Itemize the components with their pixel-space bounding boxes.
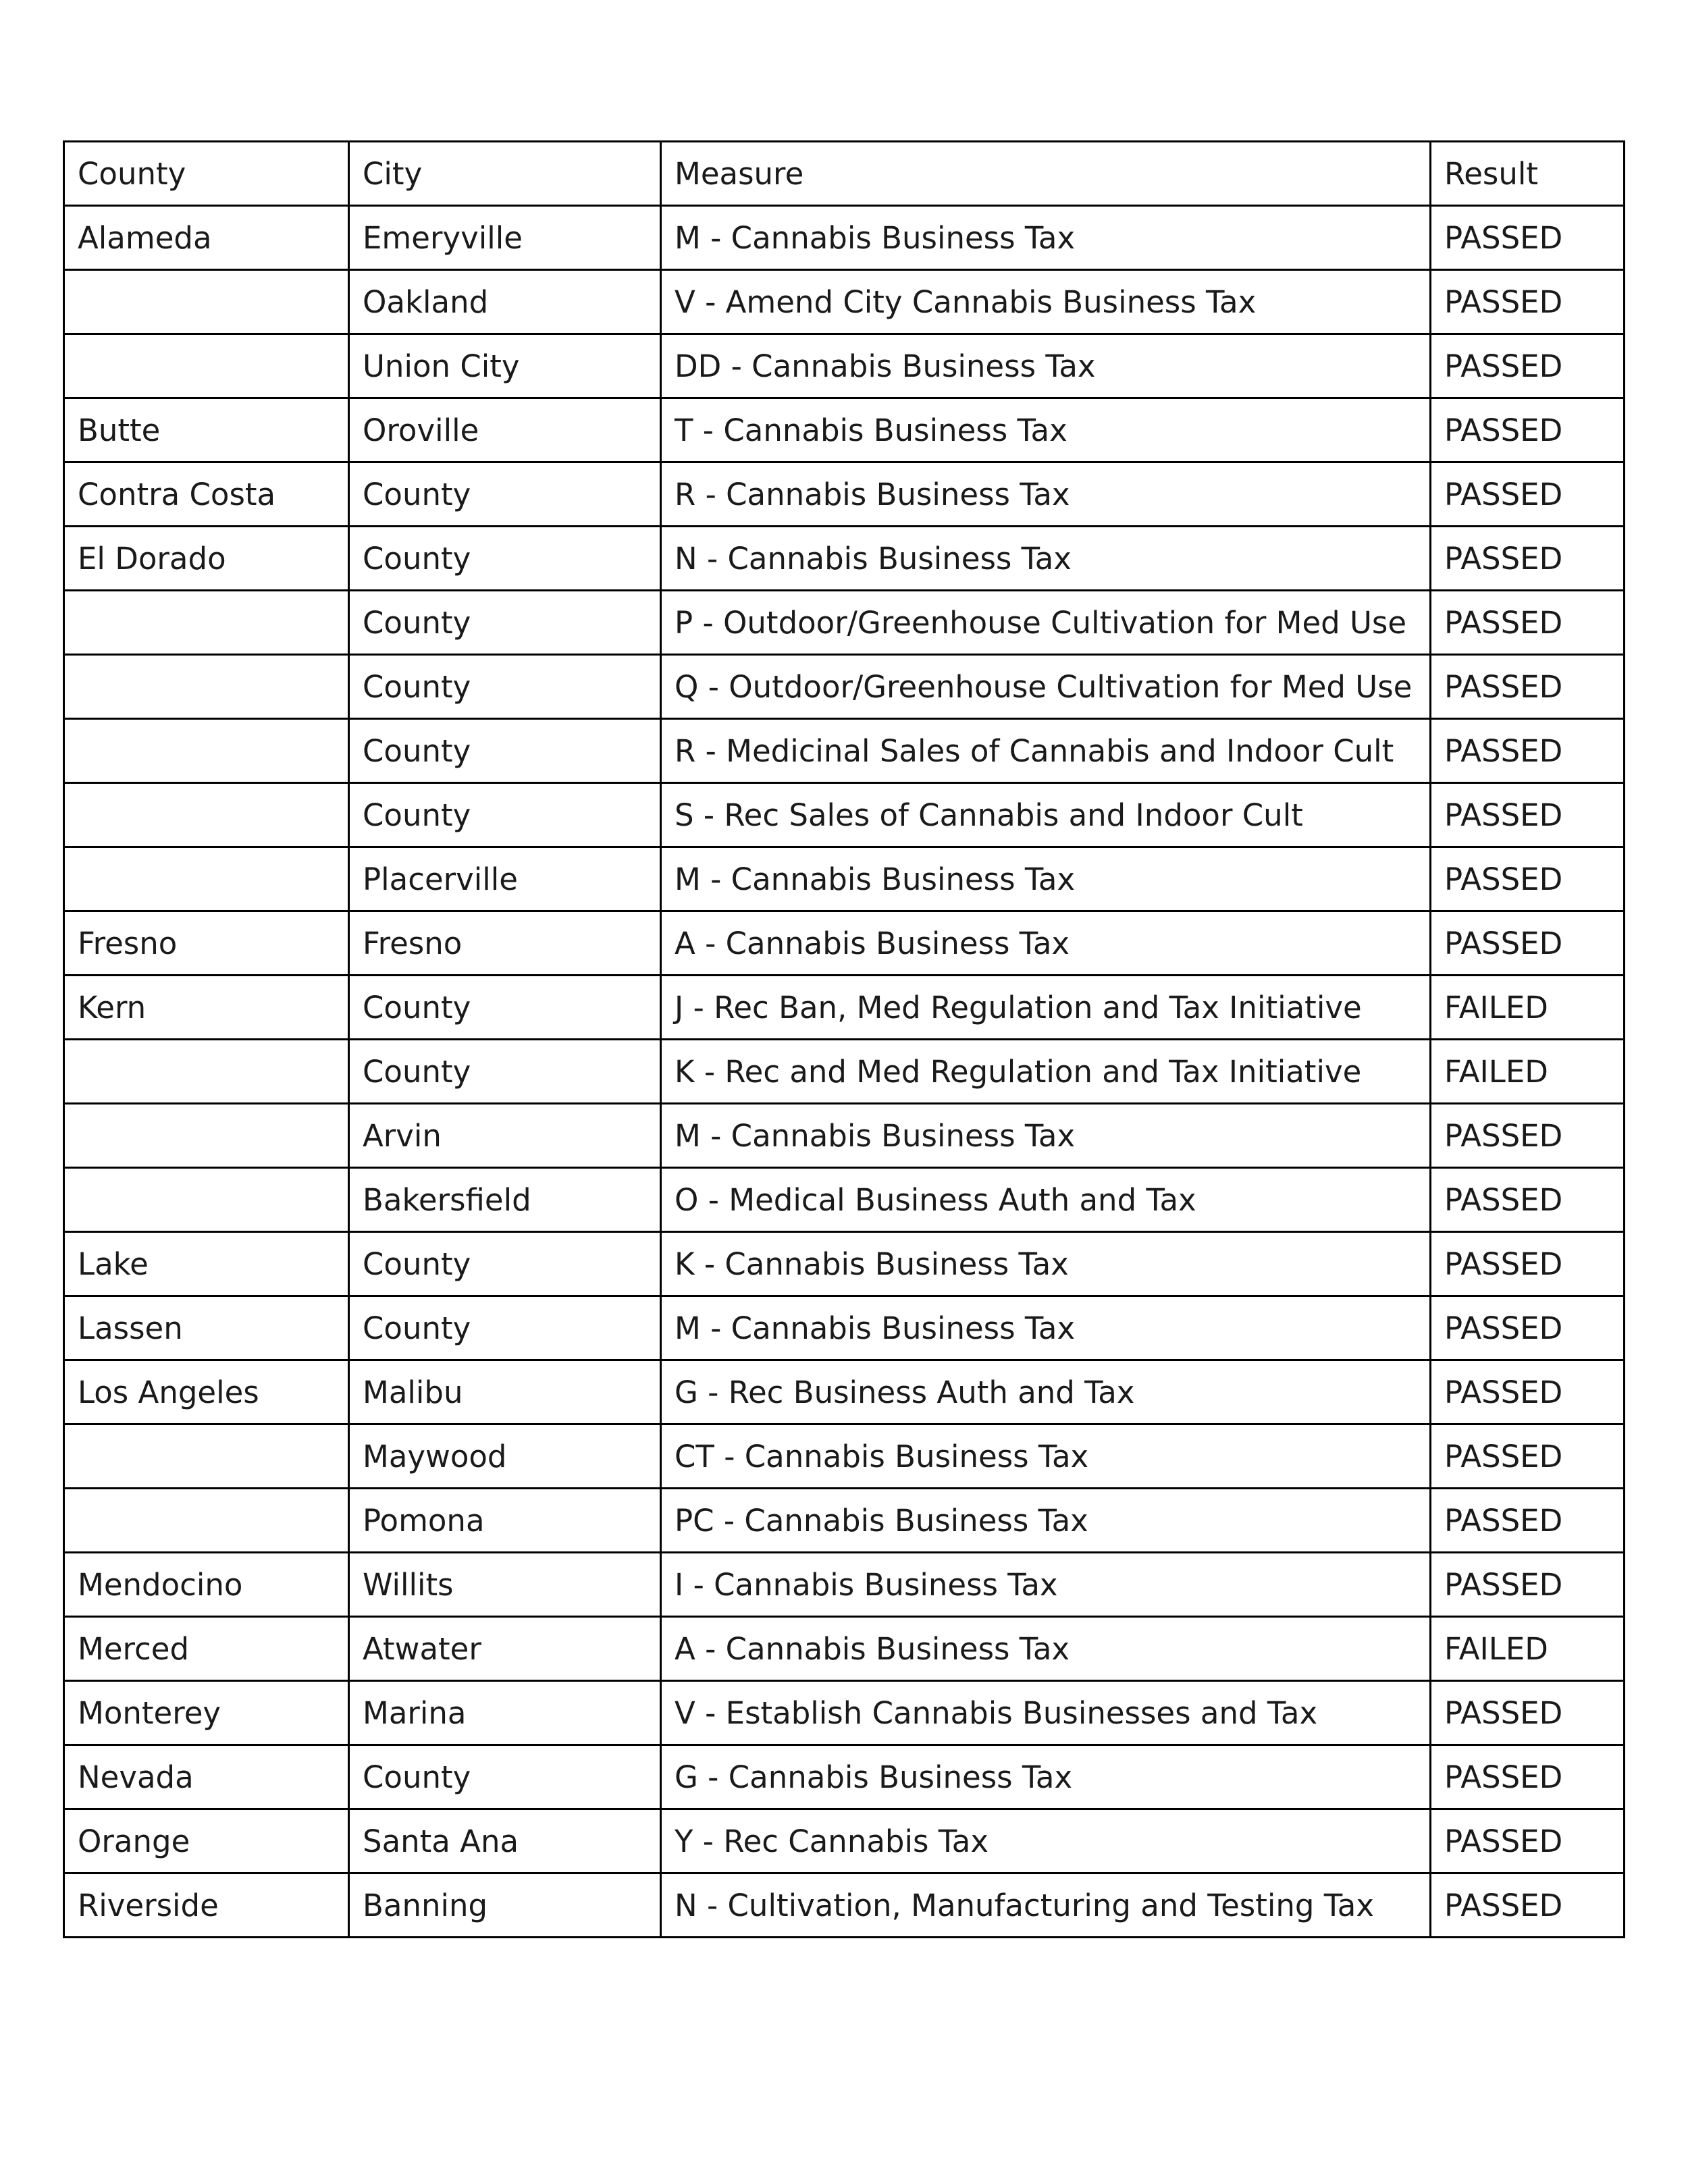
header-measure: Measure xyxy=(661,142,1431,206)
city-cell: County xyxy=(349,1232,661,1296)
county-cell xyxy=(64,1168,349,1232)
county-cell: Butte xyxy=(64,398,349,462)
measure-cell: A - Cannabis Business Tax xyxy=(661,911,1431,976)
measure-cell: V - Establish Cannabis Businesses and Tax xyxy=(661,1681,1431,1745)
result-cell: PASSED xyxy=(1431,911,1625,976)
result-cell: FAILED xyxy=(1431,976,1625,1040)
result-cell: PASSED xyxy=(1431,847,1625,911)
header-row xyxy=(64,142,1625,206)
table-row xyxy=(64,1553,1625,1617)
county-cell: Merced xyxy=(64,1617,349,1681)
result-cell: PASSED xyxy=(1431,1168,1625,1232)
city-cell: County xyxy=(349,1745,661,1809)
county-cell xyxy=(64,655,349,719)
county-cell xyxy=(64,270,349,334)
county-cell: El Dorado xyxy=(64,527,349,591)
measure-cell: N - Cultivation, Manufacturing and Testing Tax xyxy=(661,1873,1431,1938)
table-row xyxy=(64,1040,1625,1104)
city-cell: Emeryville xyxy=(349,206,661,270)
county-cell: Lassen xyxy=(64,1296,349,1360)
measure-cell: O - Medical Business Auth and Tax xyxy=(661,1168,1431,1232)
measure-cell: M - Cannabis Business Tax xyxy=(661,206,1431,270)
table-row xyxy=(64,527,1625,591)
table-row xyxy=(64,783,1625,847)
county-cell: Los Angeles xyxy=(64,1360,349,1424)
city-cell: Santa Ana xyxy=(349,1809,661,1873)
result-cell: PASSED xyxy=(1431,719,1625,783)
table-row xyxy=(64,655,1625,719)
county-cell: Kern xyxy=(64,976,349,1040)
result-cell: PASSED xyxy=(1431,527,1625,591)
county-cell: Riverside xyxy=(64,1873,349,1938)
table-row xyxy=(64,1809,1625,1873)
result-cell: PASSED xyxy=(1431,1809,1625,1873)
county-cell: Fresno xyxy=(64,911,349,976)
county-cell: Lake xyxy=(64,1232,349,1296)
result-cell: PASSED xyxy=(1431,1360,1625,1424)
measure-cell: M - Cannabis Business Tax xyxy=(661,1296,1431,1360)
table-row xyxy=(64,398,1625,462)
city-cell: County xyxy=(349,591,661,655)
result-cell: PASSED xyxy=(1431,334,1625,398)
result-cell: PASSED xyxy=(1431,1745,1625,1809)
city-cell: County xyxy=(349,1296,661,1360)
table-row xyxy=(64,1104,1625,1168)
measure-cell: S - Rec Sales of Cannabis and Indoor Cult xyxy=(661,783,1431,847)
table-row xyxy=(64,976,1625,1040)
table-row xyxy=(64,1681,1625,1745)
city-cell: County xyxy=(349,462,661,527)
measure-cell: G - Cannabis Business Tax xyxy=(661,1745,1431,1809)
measure-cell: M - Cannabis Business Tax xyxy=(661,1104,1431,1168)
city-cell: Maywood xyxy=(349,1424,661,1489)
city-cell: County xyxy=(349,719,661,783)
measure-cell: J - Rec Ban, Med Regulation and Tax Initiative xyxy=(661,976,1431,1040)
city-cell: Oakland xyxy=(349,270,661,334)
county-cell: Alameda xyxy=(64,206,349,270)
county-cell xyxy=(64,1489,349,1553)
county-cell xyxy=(64,591,349,655)
measure-cell: CT - Cannabis Business Tax xyxy=(661,1424,1431,1489)
result-cell: PASSED xyxy=(1431,655,1625,719)
county-cell xyxy=(64,334,349,398)
result-cell: PASSED xyxy=(1431,462,1625,527)
county-cell xyxy=(64,783,349,847)
measure-cell: M - Cannabis Business Tax xyxy=(661,847,1431,911)
city-cell: Malibu xyxy=(349,1360,661,1424)
measure-cell: A - Cannabis Business Tax xyxy=(661,1617,1431,1681)
measure-cell: K - Cannabis Business Tax xyxy=(661,1232,1431,1296)
measure-cell: P - Outdoor/Greenhouse Cultivation for Med Use xyxy=(661,591,1431,655)
city-cell: County xyxy=(349,976,661,1040)
city-cell: Willits xyxy=(349,1553,661,1617)
county-cell xyxy=(64,1104,349,1168)
city-cell: Oroville xyxy=(349,398,661,462)
city-cell: Union City xyxy=(349,334,661,398)
result-cell: PASSED xyxy=(1431,1873,1625,1938)
county-cell: Contra Costa xyxy=(64,462,349,527)
county-cell xyxy=(64,847,349,911)
result-cell: PASSED xyxy=(1431,1553,1625,1617)
measure-cell: G - Rec Business Auth and Tax xyxy=(661,1360,1431,1424)
result-cell: PASSED xyxy=(1431,1489,1625,1553)
result-cell: PASSED xyxy=(1431,1296,1625,1360)
measure-cell: T - Cannabis Business Tax xyxy=(661,398,1431,462)
table-row xyxy=(64,1745,1625,1809)
city-cell: Marina xyxy=(349,1681,661,1745)
table-row xyxy=(64,1489,1625,1553)
measure-cell: N - Cannabis Business Tax xyxy=(661,527,1431,591)
result-cell: PASSED xyxy=(1431,591,1625,655)
county-cell: Nevada xyxy=(64,1745,349,1809)
table-row xyxy=(64,1296,1625,1360)
table-row xyxy=(64,1360,1625,1424)
city-cell: Bakersfield xyxy=(349,1168,661,1232)
result-cell: FAILED xyxy=(1431,1617,1625,1681)
county-cell xyxy=(64,719,349,783)
city-cell: Placerville xyxy=(349,847,661,911)
table-row xyxy=(64,1424,1625,1489)
measure-cell: DD - Cannabis Business Tax xyxy=(661,334,1431,398)
measure-cell: R - Cannabis Business Tax xyxy=(661,462,1431,527)
measure-cell: V - Amend City Cannabis Business Tax xyxy=(661,270,1431,334)
city-cell: County xyxy=(349,783,661,847)
measure-cell: K - Rec and Med Regulation and Tax Initiative xyxy=(661,1040,1431,1104)
city-cell: Pomona xyxy=(349,1489,661,1553)
city-cell: Fresno xyxy=(349,911,661,976)
table-row xyxy=(64,1873,1625,1938)
table-row xyxy=(64,462,1625,527)
county-cell: Orange xyxy=(64,1809,349,1873)
city-cell: Banning xyxy=(349,1873,661,1938)
result-cell: PASSED xyxy=(1431,1681,1625,1745)
measures-table xyxy=(63,140,1625,1938)
table-row xyxy=(64,334,1625,398)
result-cell: PASSED xyxy=(1431,1104,1625,1168)
county-cell: Mendocino xyxy=(64,1553,349,1617)
table-row xyxy=(64,911,1625,976)
result-cell: PASSED xyxy=(1431,398,1625,462)
table-row xyxy=(64,591,1625,655)
table-row xyxy=(64,1617,1625,1681)
table-body xyxy=(64,142,1625,1938)
county-cell xyxy=(64,1424,349,1489)
result-cell: PASSED xyxy=(1431,1424,1625,1489)
header-result: Result xyxy=(1431,142,1625,206)
result-cell: PASSED xyxy=(1431,270,1625,334)
county-cell xyxy=(64,1040,349,1104)
table-row xyxy=(64,847,1625,911)
city-cell: Arvin xyxy=(349,1104,661,1168)
table-row xyxy=(64,1232,1625,1296)
city-cell: County xyxy=(349,1040,661,1104)
table-row xyxy=(64,719,1625,783)
table-row xyxy=(64,1168,1625,1232)
result-cell: FAILED xyxy=(1431,1040,1625,1104)
city-cell: County xyxy=(349,527,661,591)
measure-cell: Q - Outdoor/Greenhouse Cultivation for Med Use xyxy=(661,655,1431,719)
city-cell: Atwater xyxy=(349,1617,661,1681)
measure-cell: I - Cannabis Business Tax xyxy=(661,1553,1431,1617)
city-cell: County xyxy=(349,655,661,719)
measure-cell: R - Medicinal Sales of Cannabis and Indoor Cult xyxy=(661,719,1431,783)
result-cell: PASSED xyxy=(1431,206,1625,270)
measure-cell: PC - Cannabis Business Tax xyxy=(661,1489,1431,1553)
table-row xyxy=(64,270,1625,334)
result-cell: PASSED xyxy=(1431,783,1625,847)
header-county: County xyxy=(64,142,349,206)
measure-cell: Y - Rec Cannabis Tax xyxy=(661,1809,1431,1873)
header-city: City xyxy=(349,142,661,206)
result-cell: PASSED xyxy=(1431,1232,1625,1296)
county-cell: Monterey xyxy=(64,1681,349,1745)
table-row xyxy=(64,206,1625,270)
